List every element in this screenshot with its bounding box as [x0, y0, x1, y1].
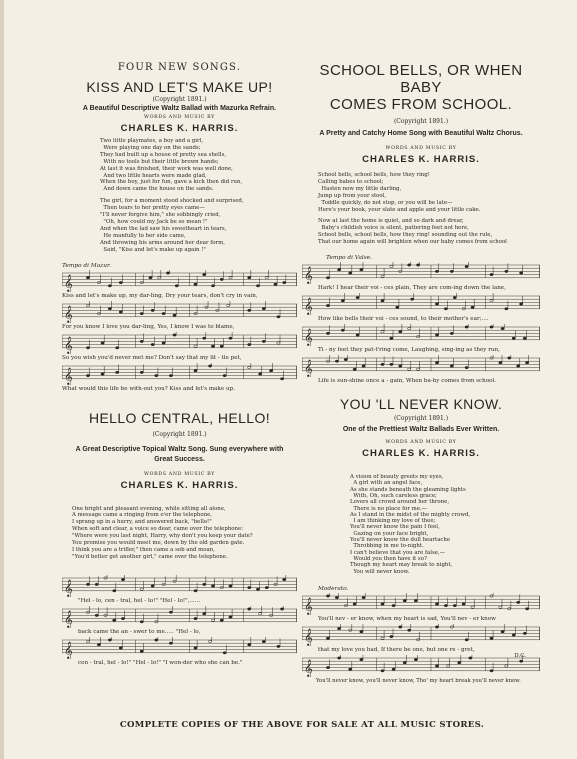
note-head: [86, 304, 89, 306]
note-head: [169, 611, 172, 613]
song-subtitle: One of the Prettiest Waltz Ballads Ever Written.: [342, 426, 500, 434]
note-head: [208, 364, 211, 366]
copyright: (Copyright 1891.): [152, 96, 207, 103]
music-staff: [302, 624, 540, 646]
note-head: [403, 599, 406, 601]
words-by-label: WORDS AND MUSIC BY: [385, 440, 457, 446]
note-head: [416, 264, 419, 266]
note-head: [203, 583, 206, 585]
note-head: [490, 273, 493, 275]
note-head: [95, 583, 98, 585]
note-head: [453, 296, 456, 298]
music-block-never-know: 𝄞 You'll nev - er know, when my heart is sad, You'll nev - er know 𝄞 that my love you had, If there be one, but one re - gret, D.C. 𝄞 You'll never know, you'll never know, Tho' my heart break you'll never know.: [302, 593, 540, 686]
verse: A vision of beauty greets my eyes, A girl with an angel face, As she stands beneath the gleaming lights With, Oh, such careless grace; Lovers all crowd around her throne, There is no place for me.— As I stand in the midst of the mighty crowd, I am thinking my love of thee; You'll never know the pain I feel, Gazing on your face bright, You'll never know the dull heartache Throbbing in me to-night. I can't believe that you are false,— Would you then have it so? Though my heart may break to night, You will never know.: [350, 474, 471, 575]
note-head: [277, 341, 280, 343]
note-head: [381, 637, 384, 639]
note-head: [501, 630, 504, 632]
lyric-line: "Hel - lo, cen - tral, hel - lo!" "Hel - lo!",......: [78, 597, 201, 604]
note-head: [360, 658, 363, 660]
note-head: [435, 603, 438, 605]
treble-clef-icon: 𝄞: [64, 640, 73, 659]
note-head: [248, 608, 251, 610]
note-head: [86, 640, 89, 642]
note-head: [140, 371, 143, 373]
note-head: [101, 341, 104, 343]
music-staff: [302, 355, 540, 377]
lyric-line: What would this life be with-out you? Kiss and let's make up.: [62, 385, 235, 392]
note-head: [381, 603, 384, 605]
note-head: [410, 298, 413, 300]
note-head: [248, 643, 251, 645]
note-head: [512, 337, 515, 339]
note-head: [155, 374, 158, 376]
note-head: [220, 278, 223, 280]
note-head: [258, 372, 261, 374]
note-head: [335, 360, 338, 362]
note-head: [349, 668, 352, 670]
lyric-line: How like bells their voi - ces sound, to their mother's ear;....: [318, 316, 489, 323]
note-head: [119, 310, 122, 312]
note-head: [262, 340, 265, 342]
note-head: [381, 363, 384, 365]
note-head: [508, 357, 511, 359]
note-head: [519, 660, 522, 662]
note-head: [248, 343, 251, 345]
song-title-hello: HELLO CENTRAL, HELLO!: [88, 409, 271, 426]
note-head: [211, 585, 214, 587]
treble-clef-icon: 𝄞: [304, 296, 313, 315]
note-head: [414, 599, 417, 601]
note-head: [277, 315, 280, 317]
music-staff: [302, 293, 540, 315]
note-head: [499, 606, 502, 608]
note-head: [390, 265, 393, 267]
note-head: [229, 337, 232, 339]
music-staff: [62, 270, 297, 292]
music-staff: [302, 655, 540, 677]
note-head: [119, 281, 122, 283]
lyric-line: Kiss and let's make up, my dar-ling, Dry your tears, don't cry in vain,: [62, 292, 258, 299]
verse-one: Two little playmates, a boy and a girl, Were playing one day on the sands; They had built up a house of pretty sea shells, With no tools but their little brown hands; At last it was finished, their work was well done, And two little hearts were made glad, When the boy, just for fun, gave a kick then did run, And down came the house on the sands.: [100, 138, 243, 193]
note-head: [408, 264, 411, 266]
treble-clef-icon: 𝄞: [64, 366, 73, 385]
note-head: [444, 308, 447, 310]
note-head: [194, 647, 197, 649]
note-head: [194, 345, 197, 347]
right-column: [302, 62, 540, 686]
note-head: [220, 345, 223, 347]
note-head: [408, 327, 411, 329]
note-head: [203, 273, 206, 275]
note-head: [140, 340, 143, 342]
note-head: [341, 300, 344, 302]
note-head: [471, 606, 474, 608]
note-head: [403, 661, 406, 663]
note-head: [326, 595, 329, 597]
note-head: [390, 337, 393, 339]
note-head: [262, 640, 265, 642]
treble-clef-icon: 𝄞: [304, 658, 313, 677]
note-head: [101, 372, 104, 374]
note-head: [396, 306, 399, 308]
note-head: [223, 374, 226, 376]
note-head: [512, 634, 515, 636]
treble-clef-icon: 𝄞: [304, 596, 313, 615]
music-staff: [62, 301, 297, 323]
page-header: FOUR NEW SONGS.: [117, 62, 242, 73]
note-head: [335, 596, 338, 598]
note-head: [95, 614, 98, 616]
note-head: [390, 635, 393, 637]
note-head: [113, 589, 116, 591]
note-head: [269, 369, 272, 371]
note-head: [517, 601, 520, 603]
note-head: [256, 284, 259, 286]
treble-clef-icon: 𝄞: [64, 578, 73, 597]
note-head: [149, 276, 152, 278]
note-head: [121, 578, 124, 580]
note-head: [490, 300, 493, 302]
note-head: [203, 612, 206, 614]
note-head: [86, 276, 89, 278]
note-head: [208, 640, 211, 642]
note-head: [381, 331, 384, 333]
music-staff: [302, 262, 540, 284]
verse: One bright and pleasant evening, while sitting all alone, A message came a ringing from o'er the telephone, I sprang up in a hurry, and answered back, "hello!" When soft and clear, a voice so dear, came over the telephone: "Where were you last night, Harry, why don't you keep your date? You promise you would meet me, down by the old garden gate. I think you are a trifler," then came a sob and moan, "You'd better get another girl," came over the telephone.: [72, 505, 253, 560]
left-column: [62, 62, 297, 668]
note-head: [435, 362, 438, 364]
note-head: [175, 284, 178, 286]
note-head: [211, 345, 214, 347]
note-head: [115, 346, 118, 348]
note-head: [435, 303, 438, 305]
note-head: [151, 309, 154, 311]
note-head: [173, 314, 176, 316]
note-head: [166, 271, 169, 273]
note-head: [173, 333, 176, 335]
note-head: [523, 632, 526, 634]
note-head: [465, 265, 468, 267]
note-head: [86, 346, 89, 348]
lyric-line: You'll never know, you'll never know, Tho' my heart break you'll never know.: [316, 677, 521, 684]
note-head: [337, 627, 340, 629]
verse-two: Now at last the home is quiet, and so dark and drear, Baby's childish voice is silent, pattering feet not here, School bells, school bells, how they ring! sounding out the rule, That our home again will brighten when our baby comes from school: [318, 218, 507, 246]
lyric-line: back came the an - swer to me..... "Hel - lo,: [78, 628, 201, 635]
tempo-marking: Tempo di Mazur.: [62, 262, 111, 269]
music-block-school-bells: [302, 262, 540, 386]
lyric-line: cen - tral, hel - lo!" "Hel - lo!" "I won-der who she can be.": [78, 659, 243, 666]
note-head: [248, 276, 251, 278]
note-head: [108, 639, 111, 641]
copyright: (Copyright 1891.): [393, 415, 449, 423]
lyric-line: Life is sun-shine once a - gain, When ba-by comes from school.: [318, 378, 497, 385]
note-head: [121, 617, 124, 619]
note-head: [280, 608, 283, 610]
song-subtitle: A Pretty and Catchy Home Song with Beautiful Waltz Chorus.: [319, 130, 523, 137]
note-head: [151, 343, 154, 345]
note-head: [490, 326, 493, 328]
tempo-marking: Moderato.: [318, 585, 349, 592]
note-head: [519, 272, 522, 274]
treble-clef-icon: 𝄞: [64, 273, 73, 292]
note-head: [399, 365, 402, 367]
note-head: [408, 368, 411, 370]
song-subtitle: A Great Descriptive Topical Waltz Song. Sung everywhere with Great Success.: [75, 445, 284, 463]
note-head: [453, 604, 456, 606]
note-head: [435, 665, 438, 667]
title-line: SCHOOL BELLS, OR WHEN BABY: [319, 62, 523, 96]
note-head: [283, 281, 286, 283]
note-head: [248, 366, 251, 368]
note-head: [97, 643, 100, 645]
note-head: [360, 630, 363, 632]
note-head: [194, 617, 197, 619]
note-head: [356, 334, 359, 336]
note-head: [390, 363, 393, 365]
note-head: [258, 612, 261, 614]
note-head: [462, 603, 465, 605]
note-head: [381, 275, 384, 277]
note-head: [108, 307, 111, 309]
note-head: [86, 374, 89, 376]
treble-clef-icon: 𝄞: [304, 627, 313, 646]
music-staff: [62, 363, 297, 385]
treble-clef-icon: 𝄞: [304, 265, 313, 284]
note-head: [458, 661, 461, 663]
author-name: CHARLES K. HARRIS.: [120, 123, 239, 134]
note-head: [469, 657, 472, 659]
tempo-marking: Tempo di Valse.: [326, 255, 373, 262]
note-head: [490, 669, 493, 671]
treble-clef-icon: 𝄞: [304, 358, 313, 377]
note-head: [362, 365, 365, 367]
note-head: [392, 604, 395, 606]
note-head: [211, 284, 214, 286]
note-head: [341, 329, 344, 331]
treble-clef-icon: 𝄞: [64, 609, 73, 628]
note-head: [435, 270, 438, 272]
note-head: [505, 308, 508, 310]
note-head: [140, 620, 143, 622]
note-head: [108, 284, 111, 286]
note-head: [465, 638, 468, 640]
lyric-line: Ti - ny feet they pat-t'ring come, Laughing, sing-ing as they run,: [318, 347, 500, 354]
note-head: [517, 365, 520, 367]
note-head: [211, 619, 214, 621]
verse-one: School bells, school bells, how they ring! Calling babes to school; Hasten now my little darling, Jump up from your stool, Toddle quickly, do not stop, or you will be late— Here's your book, your slate and apple and your little cake.: [318, 172, 481, 213]
note-head: [326, 637, 329, 639]
note-head: [465, 366, 468, 368]
note-head: [194, 283, 197, 285]
note-head: [227, 304, 230, 306]
song-title-kiss: KISS AND LET'S MAKE UP!: [86, 79, 273, 95]
note-head: [360, 269, 363, 271]
note-head: [277, 645, 280, 647]
note-head: [499, 362, 502, 364]
note-head: [344, 358, 347, 360]
note-head: [229, 616, 232, 618]
note-head: [505, 270, 508, 272]
copyright: (Copyright 1891.): [393, 118, 449, 125]
note-head: [158, 276, 161, 278]
note-head: [113, 619, 116, 621]
note-head: [248, 586, 251, 588]
note-head: [450, 365, 453, 367]
note-head: [519, 303, 522, 305]
music-block-hello: [62, 575, 297, 668]
note-head: [223, 651, 226, 653]
song-subtitle: A Beautiful Descriptive Waltz Ballad with Mazurka Refrain.: [82, 105, 277, 112]
note-head: [392, 668, 395, 670]
note-head: [229, 585, 232, 587]
note-head: [169, 642, 172, 644]
note-head: [505, 665, 508, 667]
note-head: [450, 270, 453, 272]
note-head: [362, 596, 365, 598]
song-title-school-bells: [302, 62, 540, 113]
note-head: [265, 586, 268, 588]
note-head: [525, 362, 528, 364]
note-head: [416, 368, 419, 370]
treble-clef-icon: 𝄞: [304, 327, 313, 346]
music-staff: [62, 637, 297, 659]
note-head: [140, 650, 143, 652]
music-staff: [62, 332, 297, 354]
note-head: [326, 304, 329, 306]
copyright: (Copyright 1891.): [152, 430, 207, 438]
note-head: [274, 283, 277, 285]
note-head: [86, 583, 89, 585]
note-head: [151, 585, 154, 587]
music-block-kiss: [62, 270, 297, 394]
note-head: [435, 334, 438, 336]
note-head: [203, 337, 206, 339]
verse-two: The girl, for a moment stood shocked and surprised, Then tears to her pretty eyes came— "I'll never forgive him," she sobbingly cried, "Oh, how could my Jack be so mean !" And when the lad saw his sweetheart in tears, He manfully to her side came, And throwing his arms around her dear form, Said, "Kiss and let's make up again !": [100, 198, 244, 253]
note-head: [162, 312, 165, 314]
note-head: [414, 658, 417, 660]
note-head: [140, 588, 143, 590]
note-head: [248, 309, 251, 311]
lyric-line: Hark! I hear their voi - ces plain, They are com-ing down the lane,: [318, 285, 506, 292]
note-head: [465, 326, 468, 328]
music-staff: [302, 593, 540, 615]
note-head: [194, 369, 197, 371]
words-by-label: WORDS AND MUSIC BY: [144, 115, 215, 120]
words-by-label: WORDS AND MUSIC BY: [144, 471, 215, 477]
note-head: [229, 276, 232, 278]
note-head: [326, 332, 329, 334]
note-head: [169, 374, 172, 376]
lyric-line: For you know I love you dar-ling, Yes, I know I was to blame,: [62, 323, 235, 330]
lyric-line: So you wish you'd never met me? Don't say that my lit - tle pet,: [62, 354, 242, 361]
note-head: [194, 589, 197, 591]
note-head: [381, 669, 384, 671]
note-head: [256, 588, 259, 590]
note-head: [525, 607, 528, 609]
footer-notice: COMPLETE COPIES OF THE ABOVE FOR SALE AT ALL MUSIC STORES.: [119, 720, 485, 730]
lyric-line: You'll nev - er know, when my heart is sad, You'll nev - er know: [318, 615, 496, 622]
note-head: [265, 276, 268, 278]
note-head: [262, 307, 265, 309]
note-head: [155, 639, 158, 641]
note-head: [435, 626, 438, 628]
title-line: COMES FROM SCHOOL.: [329, 96, 513, 113]
song-title-never-know: YOU 'LL NEVER KNOW.: [339, 396, 503, 413]
words-by-label: WORDS AND MUSIC BY: [385, 146, 457, 151]
note-head: [220, 619, 223, 621]
note-head: [119, 647, 122, 649]
author-name: CHARLES K. HARRIS.: [362, 154, 480, 165]
music-staff: [302, 324, 540, 346]
note-head: [523, 337, 526, 339]
note-head: [381, 300, 384, 302]
note-head: [353, 368, 356, 370]
author-name: CHARLES K. HARRIS.: [362, 448, 480, 460]
author-name: CHARLES K. HARRIS.: [120, 479, 239, 491]
note-head: [337, 657, 340, 659]
note-head: [283, 578, 286, 580]
note-head: [353, 603, 356, 605]
lyric-line: that my love you had, If there be one, but one re - gret,: [318, 646, 475, 653]
note-head: [501, 327, 504, 329]
note-head: [349, 272, 352, 274]
note-head: [356, 296, 359, 298]
note-head: [115, 371, 118, 373]
note-head: [326, 277, 329, 279]
note-head: [450, 332, 453, 334]
note-head: [162, 341, 165, 343]
music-staff: [62, 606, 297, 628]
note-head: [471, 306, 474, 308]
note-head: [399, 626, 402, 628]
treble-clef-icon: 𝄞: [64, 304, 73, 323]
note-head: [444, 604, 447, 606]
note-head: [326, 666, 329, 668]
note-head: [408, 629, 411, 631]
note-head: [280, 377, 283, 379]
note-head: [140, 312, 143, 314]
note-head: [446, 665, 449, 667]
note-head: [490, 637, 493, 639]
note-head: [399, 331, 402, 333]
music-staff: [62, 575, 297, 597]
treble-clef-icon: 𝄞: [64, 335, 73, 354]
note-head: [337, 269, 340, 271]
